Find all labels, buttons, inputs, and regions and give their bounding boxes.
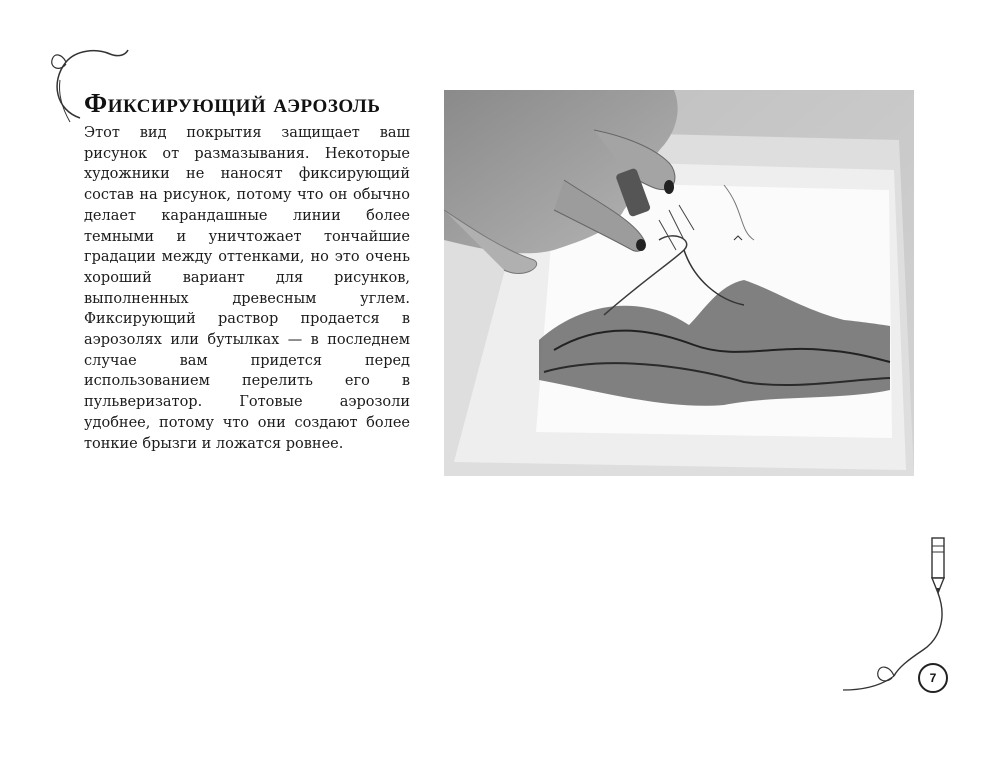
body-paragraph: Этот вид покрытия защищает ваш рисунок от размазывания. Некоторые художники не наносят фиксирующий состав на рисунок, потому что он обычно делает карандашные линии более темными и уничтожает тончайшие градации между оттенками, но это очень хороший вариант для рисунков, выполненных древесным углем. Фиксирующий раствор продается в аэрозолях или бутылках — в последнем случае вам придется перед использованием перелить его в пульверизатор. Готовые аэрозоли удобнее, потому что они создают более тонкие брызги и ложатся ровнее. (84, 125, 410, 452)
section-title: Фиксирующий аэрозоль (84, 88, 381, 118)
photo-spraying-fixative (444, 90, 914, 476)
page-number: 7 (918, 663, 948, 693)
